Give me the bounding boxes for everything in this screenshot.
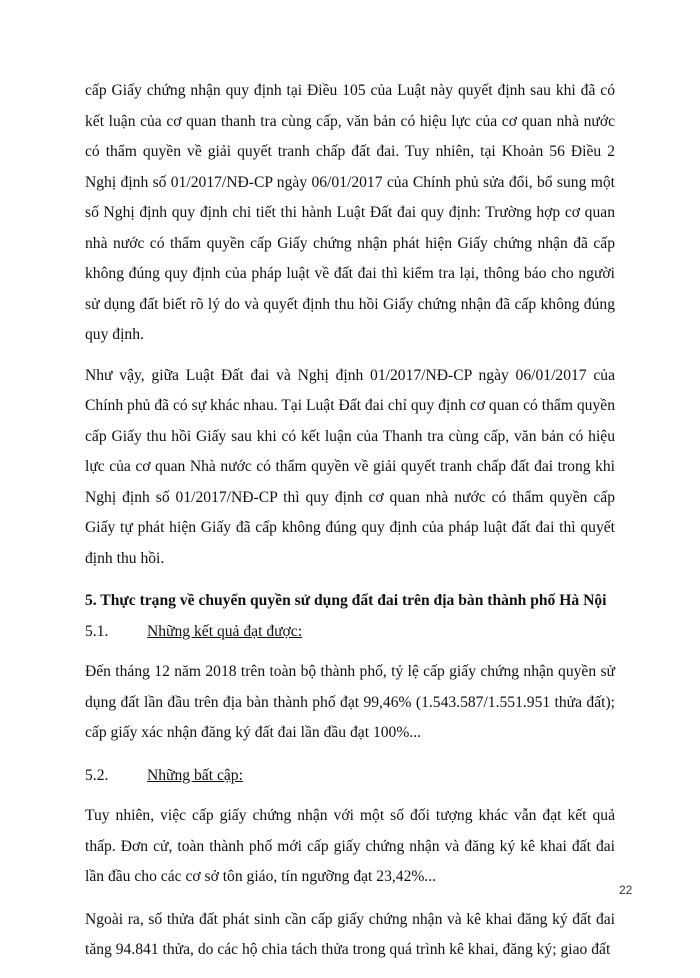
paragraph-intro-2: Như vậy, giữa Luật Đất đai và Nghị định 01/2017/NĐ-CP ngày 06/01/2017 của Chính phủ đã có sự khác nhau. Tại Luật Đất đai chỉ quy định cơ quan có thẩm quyền cấp Giấy thu hồi Giấy sau khi có kết luận của Thanh tra cùng cấp, văn bản có hiệu lực của cơ quan Nhà nước có thẩm quyền về giải quyết tranh chấp đất đai trong khi Nghị định số 01/2017/NĐ-CP thì quy định cơ quan nhà nước có thẩm quyền cấp Giấy tự phát hiện Giấy đã cấp không đúng quy định của pháp luật đất đai thì quyết định thu hồi. <box>85 366 615 567</box>
subsection-title: Những bất cập: <box>147 766 243 784</box>
page-number: 22 <box>619 883 633 897</box>
paragraph-issues-1: Tuy nhiên, việc cấp giấy chứng nhận với một số đối tượng khác vẫn đạt kết quả thấp. Đơn cử, toàn thành phố mới cấp giấy chứng nhận và đăng ký kê khai đất đai lần đầu cho các cơ sở tôn giáo, tín ngưỡng đạt 23,42%... <box>85 807 615 885</box>
paragraph-results: Đến tháng 12 năm 2018 trên toàn bộ thành phố, tỷ lệ cấp giấy chứng nhận quyền sử dụng đất lần đầu trên địa bàn thành phố đạt 99,46% (1.543.587/1.551.951 thửa đất); cấp giấy xác nhận đăng ký đất đai lần đầu đạt 100%... <box>85 663 615 741</box>
subsection-title: Những kết quả đạt được: <box>147 622 303 640</box>
paragraph-intro-1: cấp Giấy chứng nhận quy định tại Điều 105 của Luật này quyết định sau khi đã có kết luận của cơ quan thanh tra cùng cấp, văn bản có hiệu lực của cơ quan nhà nước có thẩm quyền về giải quyết tranh chấp đất đai. Tuy nhiên, tại Khoản 56 Điều 2 Nghị định số 01/2017/NĐ-CP ngày 06/01/2017 của Chính phủ sửa đổi, bổ sung một số Nghị định quy định chi tiết thi hành Luật Đất đai quy định: Trường hợp cơ quan nhà nước có thẩm quyền cấp Giấy chứng nhận phát hiện Giấy chứng nhận đã cấp không đúng quy định của pháp luật về đất đai thì kiểm tra lại, thông báo cho người sử dụng đất biết rõ lý do và quyết định thu hồi Giấy chứng nhận đã cấp không đúng quy định. <box>85 82 615 343</box>
subsection-number: 5.2. <box>85 766 109 784</box>
subsection-heading-2 <box>85 761 615 792</box>
document-body <box>85 76 615 978</box>
subsection-heading-1 <box>85 617 615 648</box>
paragraph-issues-2: Ngoài ra, số thửa đất phát sinh cần cấp giấy chứng nhận và kê khai đăng ký đất đai tăng 94.841 thửa, do các hộ chia tách thửa trong quá trình kê khai, đăng ký; giao đất <box>85 910 615 958</box>
section-heading: 5. Thực trạng về chuyển quyền sử dụng đất đai trên địa bàn thành phố Hà Nội <box>85 592 607 609</box>
subsection-number: 5.1. <box>85 622 109 640</box>
